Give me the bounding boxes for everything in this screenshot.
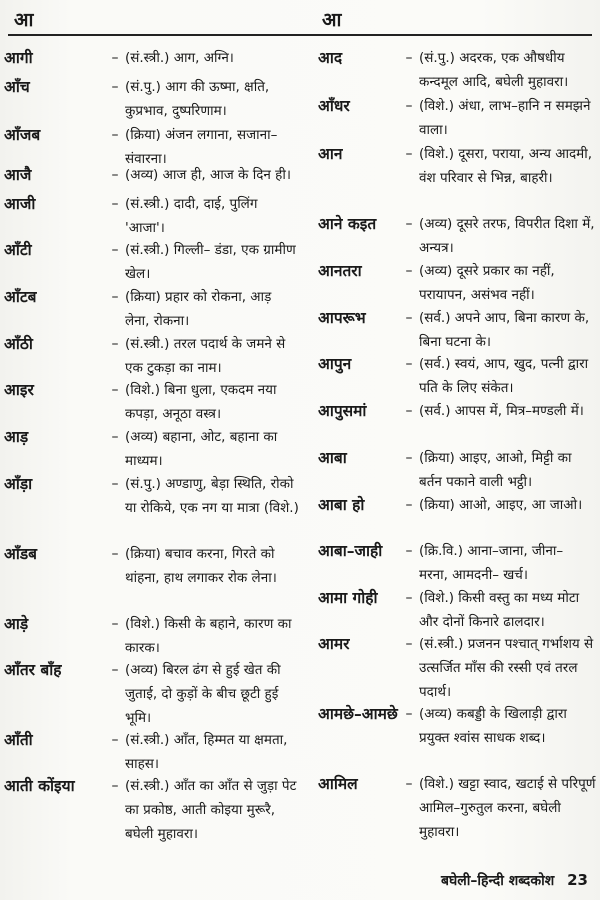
dictionary-entry bbox=[4, 472, 300, 520]
headword: आनतरा bbox=[318, 262, 362, 280]
headword: आइर bbox=[4, 381, 34, 399]
headword: आबा–जाही bbox=[318, 542, 383, 560]
headword: आबा bbox=[318, 449, 347, 467]
running-head-left: आ bbox=[14, 9, 34, 31]
dictionary-entry bbox=[4, 332, 300, 380]
definition: (सं.स्त्री.) गिल्ली– डंडा, एक ग्रामीण खेल। bbox=[125, 242, 296, 282]
dictionary-entry bbox=[4, 75, 300, 123]
headword: आड़ bbox=[4, 428, 29, 446]
headword: आती कोंइया bbox=[4, 777, 75, 795]
definition: (विशे.) दूसरा, पराया, अन्य आदमी, वंश परिवार से भिन्न, बाहरी। bbox=[419, 146, 593, 186]
dictionary-entry bbox=[4, 46, 300, 70]
entry-dash: – bbox=[111, 79, 119, 95]
dictionary-entry bbox=[318, 493, 596, 517]
entry-dash: – bbox=[405, 50, 413, 66]
entry-dash: – bbox=[405, 776, 413, 792]
entry-dash: – bbox=[405, 356, 413, 372]
dictionary-entry bbox=[4, 238, 300, 286]
headword: आड़े bbox=[4, 615, 29, 633]
dictionary-entry bbox=[318, 259, 596, 307]
entry-dash: – bbox=[111, 662, 119, 678]
entry-dash: – bbox=[405, 543, 413, 559]
page-footer bbox=[441, 871, 588, 890]
running-head bbox=[0, 6, 600, 32]
footer-title: बघेली–हिन्दी शब्दकोश bbox=[441, 873, 555, 889]
dictionary-entry bbox=[318, 772, 596, 844]
entry-dash: – bbox=[111, 50, 119, 66]
entry-dash: – bbox=[405, 497, 413, 513]
definition: (अव्य) कबड्डी के खिलाड़ी द्वारा प्रयुक्त श्वांस साधक शब्द। bbox=[419, 706, 567, 746]
entry-dash: – bbox=[405, 146, 413, 162]
definition: (अव्य) बहाना, ओट, बहाना का माध्यम। bbox=[125, 429, 278, 469]
headword: आमा गोही bbox=[318, 589, 378, 607]
entry-dash: – bbox=[405, 263, 413, 279]
definition: (सं.स्त्री.) दादी, दाई, पुलिंग 'आजा'। bbox=[125, 196, 258, 236]
dictionary-entry bbox=[318, 46, 596, 94]
entry-dash: – bbox=[405, 403, 413, 419]
headword: आपुसमां bbox=[318, 402, 367, 420]
entry-dash: – bbox=[111, 778, 119, 794]
definition: (क्रि.वि.) आना–जाना, जीना– मरना, आमदनी– खर्च। bbox=[419, 543, 564, 583]
running-head-right: आ bbox=[322, 9, 342, 31]
entry-dash: – bbox=[405, 450, 413, 466]
entry-dash: – bbox=[111, 732, 119, 748]
entry-dash: – bbox=[111, 382, 119, 398]
definition: (विशे.) किसी वस्तु का मध्य मोटा और दोनों किनारे ढालदार। bbox=[419, 590, 580, 630]
dictionary-entry bbox=[318, 399, 596, 423]
definition: (सं.पु.) आग की ऊष्मा, क्षति, कुप्रभाव, दुष्परिणाम। bbox=[125, 79, 270, 119]
entry-dash: – bbox=[405, 636, 413, 652]
definition: (सर्व.) अपने आप, बिना कारण के, बिना घटना के। bbox=[419, 310, 590, 350]
entry-dash: – bbox=[111, 167, 119, 183]
headword: आँजब bbox=[4, 126, 41, 144]
entry-dash: – bbox=[405, 590, 413, 606]
headword: आँधर bbox=[318, 97, 350, 115]
dictionary-entry bbox=[4, 658, 300, 730]
dictionary-entry bbox=[4, 163, 300, 187]
entry-dash: – bbox=[405, 706, 413, 722]
definition: (सं.स्त्री.) आँत का आँत से जुड़ा पेट का प्रकोष्ठ, आती कोइया मुरूरै, बघेली मुहावरा। bbox=[125, 778, 297, 842]
dictionary-entry bbox=[318, 94, 596, 142]
dictionary-entry bbox=[4, 192, 300, 240]
definition: (सर्व.) आपस में, मित्र–मण्डली में। bbox=[419, 403, 584, 419]
headword: आँच bbox=[4, 78, 30, 96]
definition: (विशे.) किसी के बहाने, कारण का कारक। bbox=[125, 616, 292, 656]
headword: आमछे–आमछे bbox=[318, 705, 398, 723]
dictionary-entry bbox=[4, 425, 300, 473]
entry-dash: – bbox=[111, 242, 119, 258]
definition: (सं.स्त्री.) प्रजनन पश्चात् गर्भाशय से उत्सर्जित माँस की रस्सी एवं तरल पदार्थ। bbox=[419, 636, 594, 700]
definition: (सर्व.) स्वयं, आप, खुद, पत्नी द्वारा पति के लिए संकेत। bbox=[419, 356, 589, 396]
dictionary-entry bbox=[4, 728, 300, 776]
dictionary-entry bbox=[318, 586, 596, 634]
entry-dash: – bbox=[111, 289, 119, 305]
dictionary-entry bbox=[4, 542, 300, 590]
dictionary-entry bbox=[318, 539, 596, 587]
dictionary-entry bbox=[4, 285, 300, 333]
headword: आगी bbox=[4, 49, 33, 67]
definition: (अव्य) दूसरे तरफ, विपरीत दिशा में, अन्यत्र। bbox=[419, 216, 595, 256]
entry-dash: – bbox=[405, 310, 413, 326]
dictionary-entry bbox=[318, 702, 596, 750]
definition: (क्रिया) आओ, आइए, आ जाओ। bbox=[419, 497, 583, 513]
definition: (विशे.) खट्टा स्वाद, खटाई से परिपूर्ण आमिल–गुरुतुल करना, बघेली मुहावरा। bbox=[419, 776, 596, 840]
entry-dash: – bbox=[111, 476, 119, 492]
page-number: 23 bbox=[567, 871, 588, 889]
dictionary-entry bbox=[318, 212, 596, 260]
headword: आँठी bbox=[4, 335, 33, 353]
headword: आन bbox=[318, 145, 343, 163]
header-rule bbox=[8, 34, 592, 36]
headword: आँती bbox=[4, 731, 33, 749]
dictionary-entry bbox=[4, 378, 300, 426]
dictionary-entry bbox=[318, 142, 596, 190]
definition: (विशे.) अंधा, लाभ–हानि न समझने वाला। bbox=[419, 98, 591, 138]
headword: आँटब bbox=[4, 288, 37, 306]
entry-dash: – bbox=[111, 336, 119, 352]
definition: (सं.पु.) अण्डाणु, बेड़ा स्थिति, रोको या रोकिये, एक नग या मात्रा (विशे.) bbox=[125, 476, 299, 516]
headword: आँड़ा bbox=[4, 475, 33, 493]
definition: (अव्य) बिरल ढंग से हुई खेत की जुताई, दो कुड़ों के बीच छूटी हुई भूमि। bbox=[125, 662, 281, 726]
definition: (अव्य) दूसरे प्रकार का नहीं, परायापन, असंभव नहीं। bbox=[419, 263, 555, 303]
entry-dash: – bbox=[111, 616, 119, 632]
entry-dash: – bbox=[111, 196, 119, 212]
entry-dash: – bbox=[405, 98, 413, 114]
definition: (क्रिया) अंजन लगाना, सजाना– संवारना। bbox=[125, 127, 278, 167]
definition: (सं.पु.) अदरक, एक औषधीय कन्दमूल आदि, बघेली मुहावरा। bbox=[419, 50, 569, 90]
definition: (अव्य) आज ही, आज के दिन ही। bbox=[125, 167, 291, 183]
definition: (क्रिया) प्रहार को रोकना, आड़ लेना, रोकना। bbox=[125, 289, 272, 329]
headword: आँतर बाँह bbox=[4, 661, 62, 679]
dictionary-entry bbox=[4, 612, 300, 660]
dictionary-entry bbox=[4, 774, 300, 846]
entry-dash: – bbox=[111, 127, 119, 143]
dictionary-entry bbox=[318, 446, 596, 494]
headword: आपरूभ bbox=[318, 309, 366, 327]
headword: आजी bbox=[4, 195, 36, 213]
definition: (सं.स्त्री.) आग, अग्नि। bbox=[125, 50, 234, 66]
headword: आमिल bbox=[318, 775, 358, 793]
headword: आजै bbox=[4, 166, 32, 184]
dictionary-entry bbox=[318, 306, 596, 354]
headword: आँडब bbox=[4, 545, 37, 563]
headword: आद bbox=[318, 49, 343, 67]
entry-dash: – bbox=[111, 429, 119, 445]
headword: आबा हो bbox=[318, 496, 365, 514]
definition: (सं.स्त्री.) आँत, हिम्मत या क्षमता, साहस। bbox=[125, 732, 288, 772]
definition: (विशे.) बिना धुला, एकदम नया कपड़ा, अनूठा वस्त्र। bbox=[125, 382, 277, 422]
dictionary-entry bbox=[318, 352, 596, 400]
entry-dash: – bbox=[111, 546, 119, 562]
headword: आँटी bbox=[4, 241, 32, 259]
dictionary-entry bbox=[318, 632, 596, 704]
headword: आने कइत bbox=[318, 215, 377, 233]
headword: आमर bbox=[318, 635, 350, 653]
definition: (क्रिया) बचाव करना, गिरते को थांहना, हाथ लगाकर रोक लेना। bbox=[125, 546, 277, 586]
entry-dash: – bbox=[405, 216, 413, 232]
definition: (सं.स्त्री.) तरल पदार्थ के जमने से एक टुकड़ा का नाम। bbox=[125, 336, 286, 376]
definition: (क्रिया) आइए, आओ, मिट्टी का बर्तन पकाने वाली भट्ठी। bbox=[419, 450, 572, 490]
headword: आपुन bbox=[318, 355, 352, 373]
